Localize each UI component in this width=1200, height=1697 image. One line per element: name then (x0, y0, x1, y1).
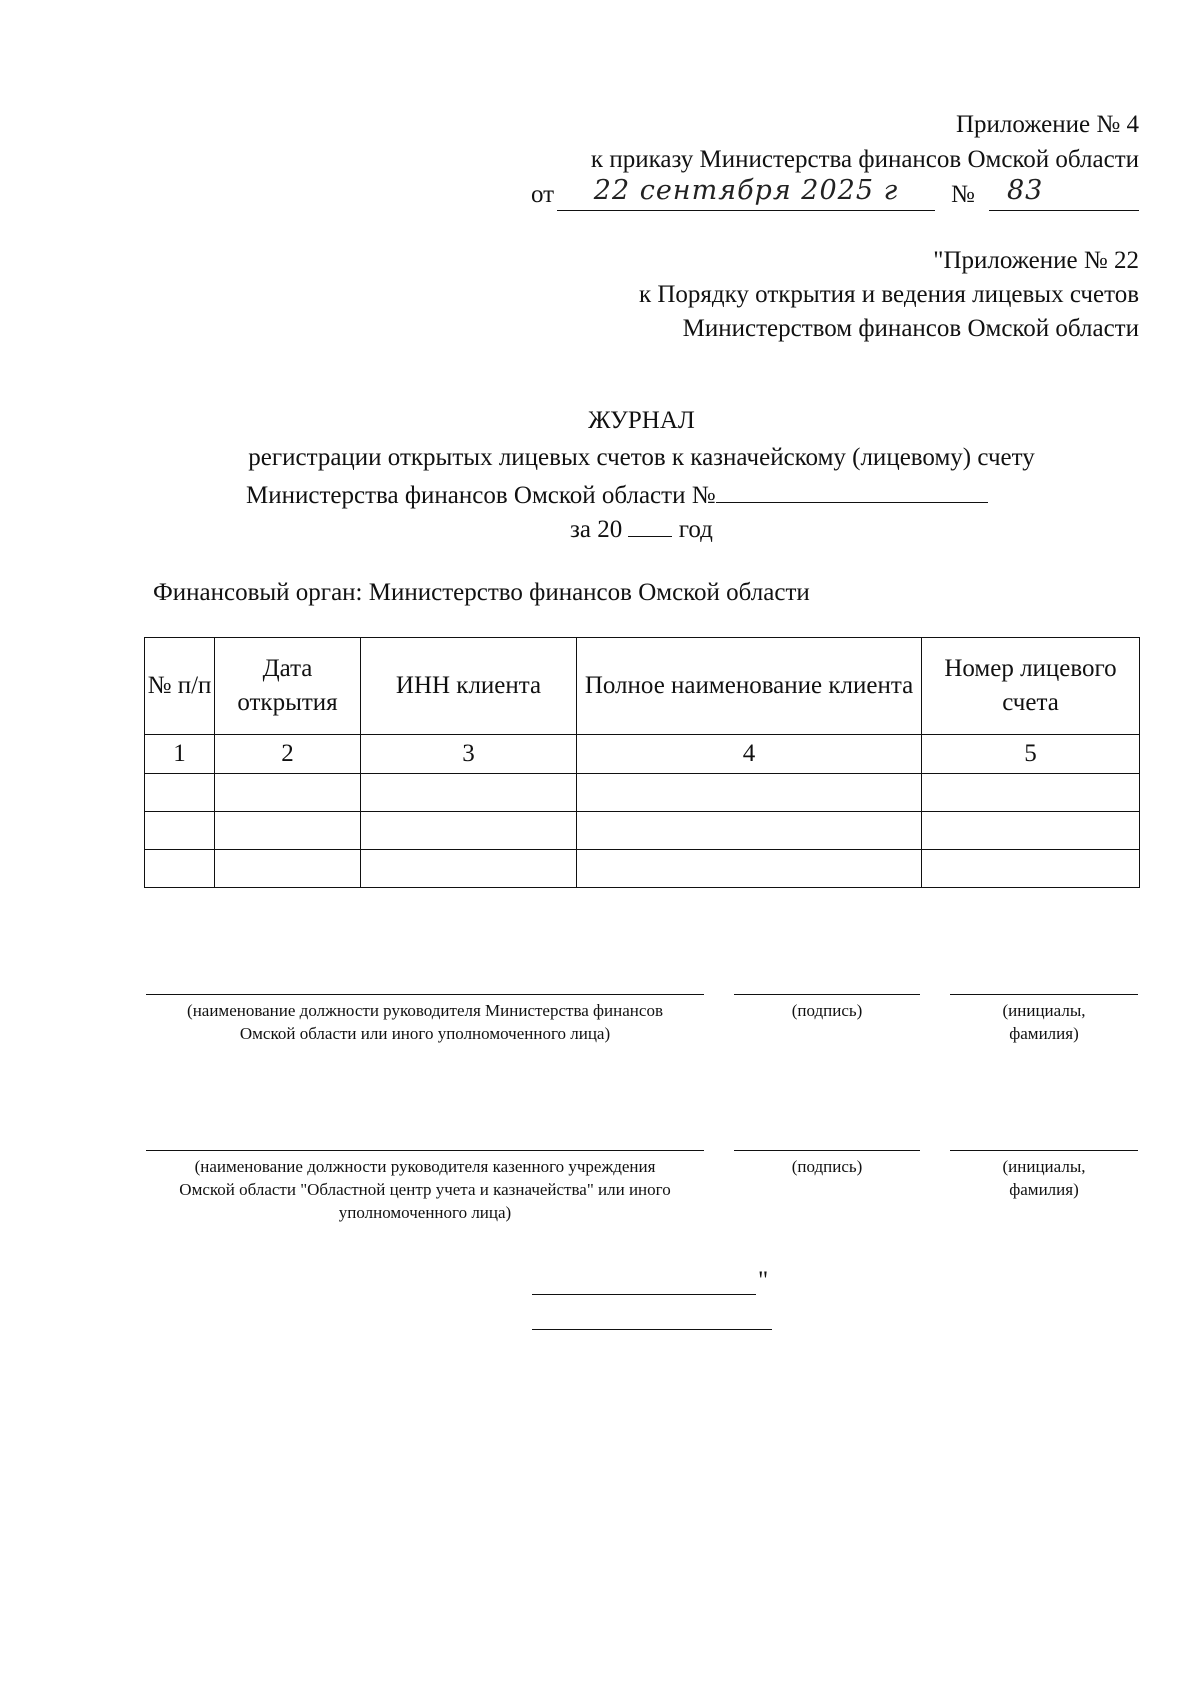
sub-header-line1: к Порядку открытия и ведения лицевых счетов (638, 281, 1139, 308)
header-account-number: Номер лицевого счета (922, 638, 1140, 735)
year-suffix: год (678, 516, 713, 543)
table-cell[interactable] (215, 812, 361, 850)
title-line1: регистрации открытых лицевых счетов к казначейскому (лицевому) счету (248, 444, 1035, 471)
table-row (145, 774, 1140, 812)
account-number-field (716, 476, 988, 503)
signature2-name-caption: (инициалы, фамилия) (1002, 1157, 1086, 1199)
year-field (628, 510, 672, 537)
column-number: 5 (922, 735, 1140, 774)
signature2-position-caption: (наименование должности руководителя казенного учреждения Омской области "Областной центр учета и казначейства" или иного уполномоченного лица) (179, 1157, 671, 1222)
finance-body-line: Финансовый орган: Министерство финансов Омской области (153, 579, 810, 606)
table-header-row (145, 638, 1140, 735)
from-prefix: от (531, 181, 555, 208)
handwritten-number: 83 (1007, 175, 1044, 206)
table-row (145, 850, 1140, 888)
signature1-sign-line (734, 994, 920, 995)
signature2-sign-line (734, 1150, 920, 1151)
header-number: № п/п (145, 638, 215, 735)
signature2-position-line (146, 1150, 704, 1151)
column-number: 3 (361, 735, 577, 774)
closing-line-2 (532, 1329, 772, 1330)
journal-title-text: ЖУРНАЛ (588, 407, 695, 434)
signature2-sign-caption: (подпись) (791, 1157, 863, 1176)
sub-appendix-number: "Приложение № 22 (933, 247, 1139, 274)
closing-quote: " (758, 1267, 769, 1294)
table-cell[interactable] (361, 850, 577, 888)
table-cell[interactable] (361, 812, 577, 850)
order-date-field (557, 174, 935, 211)
signature1-position-caption: (наименование должности руководителя Министерства финансов Омской области или иного уполномоченного лица) (187, 1001, 663, 1043)
table-cell[interactable] (922, 812, 1140, 850)
year-prefix: за 20 (570, 516, 623, 543)
table-cell[interactable] (215, 850, 361, 888)
column-number: 4 (577, 735, 922, 774)
header-inn: ИНН клиента (361, 638, 577, 735)
table-cell[interactable] (922, 774, 1140, 812)
number-label: № (951, 181, 975, 208)
table-cell[interactable] (215, 774, 361, 812)
journal-title (144, 404, 1139, 438)
signature1-name-caption: (инициалы, фамилия) (1002, 1001, 1086, 1043)
order-date-line (531, 175, 1139, 216)
table-cell[interactable] (361, 774, 577, 812)
closing-line-1 (532, 1294, 756, 1295)
header-open-date: Дата открытия (215, 638, 361, 735)
column-number: 2 (215, 735, 361, 774)
journal-table (144, 637, 1140, 888)
header-client-name: Полное наименование клиента (577, 638, 922, 735)
title-year-line (570, 510, 713, 547)
table-cell[interactable] (145, 850, 215, 888)
appendix-number: Приложение № 4 (955, 111, 1139, 138)
signature2-name-line (950, 1150, 1138, 1151)
table-cell[interactable] (145, 812, 215, 850)
title-line2-text: Министерства финансов Омской области № (246, 482, 716, 509)
order-number-field (989, 174, 1139, 211)
order-line: к приказу Министерства финансов Омской области (590, 146, 1139, 173)
signature1-position-line (146, 994, 704, 995)
table-cell[interactable] (145, 774, 215, 812)
table-column-numbers-row (145, 735, 1140, 774)
table-cell[interactable] (577, 774, 922, 812)
sub-header-line2: Министерством финансов Омской области (682, 315, 1139, 342)
table-cell[interactable] (922, 850, 1140, 888)
handwritten-date: 22 сентября 2025 г (593, 175, 899, 206)
table-cell[interactable] (577, 850, 922, 888)
table-row (145, 812, 1140, 850)
table-cell[interactable] (577, 812, 922, 850)
column-number: 1 (145, 735, 215, 774)
signature1-name-line (950, 994, 1138, 995)
signature1-sign-caption: (подпись) (791, 1001, 863, 1020)
title-line2 (246, 476, 1066, 513)
